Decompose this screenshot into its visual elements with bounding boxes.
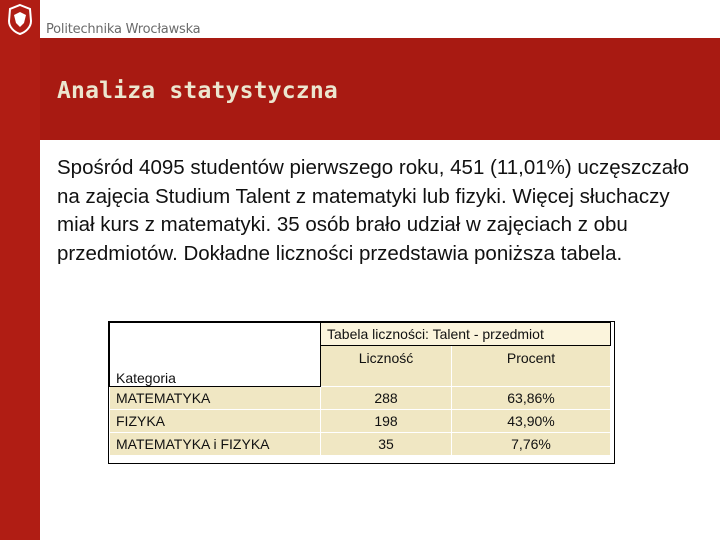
table-row xyxy=(110,433,611,456)
frequency-table xyxy=(109,322,611,456)
university-name: Politechnika Wrocławska xyxy=(46,22,201,37)
percent-cell: 43,90% xyxy=(452,410,611,433)
left-accent-stripe xyxy=(0,38,40,540)
body-paragraph: Spośród 4095 studentów pierwszego roku, 451 (11,01%) uczęszczało na zajęcia Studium Talent z matematyki lub fizyki. Więcej słuchaczy miał kurs z matematyki. 35 osób brało udział w zajęciach z obu przedmiotów. Dokładne liczności przedstawia poniższa tabela. xyxy=(57,156,690,265)
university-logo xyxy=(0,0,40,38)
column-header-percent: Procent xyxy=(452,346,611,387)
count-cell: 288 xyxy=(321,387,452,410)
count-cell: 198 xyxy=(321,410,452,433)
category-cell: MATEMATYKA xyxy=(110,387,321,410)
table-row xyxy=(110,410,611,433)
table-caption: Tabela liczności: Talent - przedmiot xyxy=(321,323,611,346)
slide-title: Analiza statystyczna xyxy=(57,78,338,104)
table-row xyxy=(110,387,611,410)
column-header-count: Liczność xyxy=(321,346,452,387)
row-header-cell xyxy=(110,323,321,387)
percent-cell: 63,86% xyxy=(452,387,611,410)
category-cell: FIZYKA xyxy=(110,410,321,433)
eagle-crest-icon xyxy=(5,3,35,35)
percent-cell: 7,76% xyxy=(452,433,611,456)
row-header-label: Kategoria xyxy=(116,370,176,386)
count-cell: 35 xyxy=(321,433,452,456)
category-cell: MATEMATYKA i FIZYKA xyxy=(110,433,321,456)
